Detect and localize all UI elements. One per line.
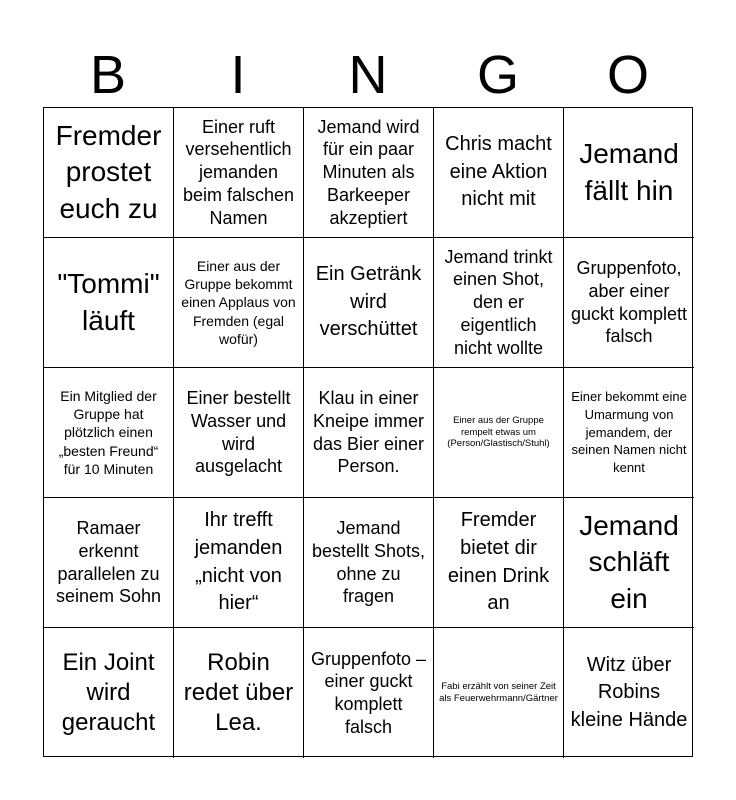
bingo-cell-r1c2[interactable]: Einer ruft versehentlich jemanden beim falschen Namen bbox=[174, 108, 304, 238]
bingo-grid bbox=[43, 107, 693, 757]
bingo-cell-r5c2[interactable]: Robin redet über Lea. bbox=[174, 628, 304, 758]
bingo-cell-r2c1[interactable]: "Tommi" läuft bbox=[44, 238, 174, 368]
header-letter-b: B bbox=[89, 45, 127, 105]
header-letter-n: N bbox=[348, 45, 388, 105]
bingo-cell-r1c1[interactable]: Fremder prostet euch zu bbox=[44, 108, 174, 238]
bingo-cell-r1c5[interactable]: Jemand fällt hin bbox=[564, 108, 694, 238]
bingo-cell-r2c2[interactable]: Einer aus der Gruppe bekommt einen Applaus von Fremden (egal wofür) bbox=[174, 238, 304, 368]
bingo-cell-r3c3[interactable]: Klau in einer Kneipe immer das Bier einer Person. bbox=[304, 368, 434, 498]
bingo-cell-r1c3[interactable]: Jemand wird für ein paar Minuten als Barkeeper akzeptiert bbox=[304, 108, 434, 238]
header-letter-o: O bbox=[606, 45, 649, 105]
bingo-cell-r4c1[interactable]: Ramaer erkennt parallelen zu seinem Sohn bbox=[44, 498, 174, 628]
bingo-cell-r2c4[interactable]: Jemand trinkt einen Shot, den er eigentlich nicht wollte bbox=[434, 238, 564, 368]
header-letter-i: I bbox=[230, 45, 246, 105]
bingo-cell-r4c3[interactable]: Jemand bestellt Shots, ohne zu fragen bbox=[304, 498, 434, 628]
bingo-cell-r1c4[interactable]: Chris macht eine Aktion nicht mit bbox=[434, 108, 564, 238]
header-letter-g: G bbox=[476, 45, 519, 105]
bingo-cell-r4c5[interactable]: Jemand schläft ein bbox=[564, 498, 694, 628]
bingo-cell-r2c3[interactable]: Ein Getränk wird verschüttet bbox=[304, 238, 434, 368]
bingo-cell-r5c3[interactable]: Gruppenfoto – einer guckt komplett falsch bbox=[304, 628, 434, 758]
bingo-cell-r5c5[interactable]: Witz über Robins kleine Hände bbox=[570, 653, 688, 731]
bingo-cell-r4c4[interactable]: Fremder bietet dir einen Drink an bbox=[434, 498, 564, 628]
bingo-header bbox=[43, 44, 693, 106]
bingo-cell-r3c2[interactable]: Einer bestellt Wasser und wird ausgelacht bbox=[174, 368, 304, 498]
bingo-cell-r5c4[interactable]: Fabi erzählt von seiner Zeit als Feuerwehrmann/Gärtner bbox=[434, 628, 564, 758]
bingo-cell-r3c1[interactable]: Ein Mitglied der Gruppe hat plötzlich einen „besten Freund“ für 10 Minuten bbox=[44, 368, 174, 498]
bingo-cell-r2c5[interactable]: Gruppenfoto, aber einer guckt komplett falsch bbox=[564, 238, 694, 368]
bingo-cell-r3c4[interactable]: Einer aus der Gruppe rempelt etwas um (Person/Glastisch/Stuhl) bbox=[434, 368, 564, 498]
bingo-cell-r5c1[interactable]: Ein Joint wird geraucht bbox=[44, 628, 174, 758]
bingo-cell-r3c5[interactable]: Einer bekommt eine Umarmung von jemandem, der seinen Namen nicht kennt bbox=[564, 368, 694, 498]
bingo-cell-r4c2[interactable]: Ihr trefft jemanden „nicht von hier“ bbox=[174, 498, 304, 628]
